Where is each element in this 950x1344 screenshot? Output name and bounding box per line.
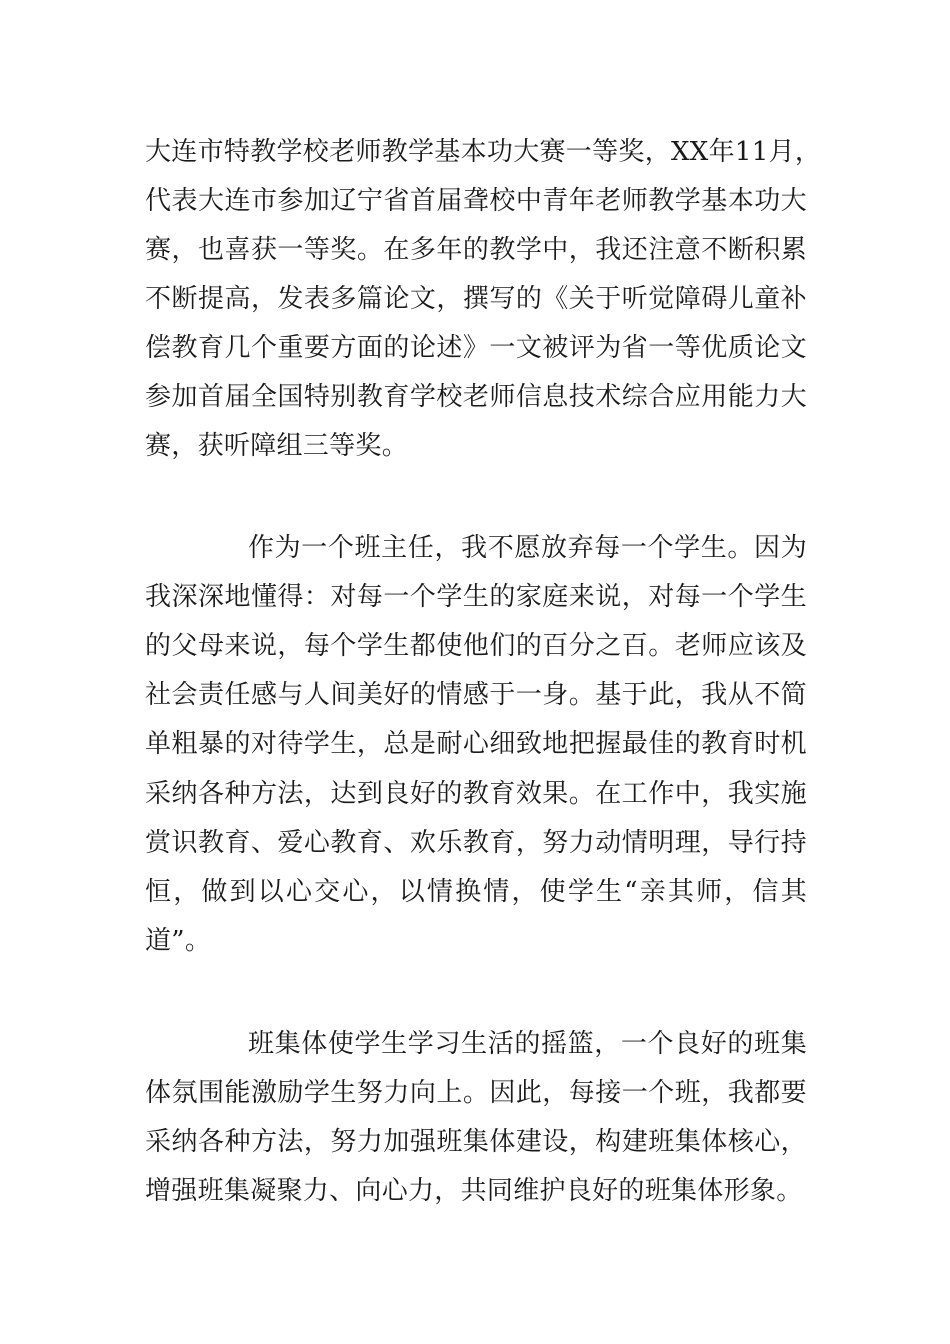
text-line: 赛，获听障组三等奖。 [145,431,409,461]
text-line: 班集体使学生学习生活的摇篮，一个良好的班集 [248,1029,807,1059]
text-line: 社会责任感与人间美好的情感于一身。基于此，我从不简 [145,680,807,710]
text-line: 我深深地懂得：对每一个学生的家庭来说，对每一个学生 [145,582,807,612]
text-line: 增强班集凝聚力、向心力，共同维护良好的班集体形象。 [145,1176,803,1206]
text-line: 作为一个班主任，我不愿放弃每一个学生。因为 [248,533,807,563]
text-line: 体氛围能激励学生努力向上。因此，每接一个班，我都要 [145,1078,807,1108]
text-line: 赛，也喜获一等奖。在多年的教学中，我还注意不断积累 [145,235,807,265]
text-line: 大连市特教学校老师教学基本功大赛一等奖，XX年11月， [145,137,822,167]
text-line: 恒，做到以心交心，以情换情，使学生“亲其师，信其 [145,877,807,907]
text-line: 赏识教育、爱心教育、欢乐教育，努力动情明理，导行持 [145,828,807,858]
text-line: 偿教育几个重要方面的论述》一文被评为省一等优质论文 [145,333,807,363]
text-line: 单粗暴的对待学生，总是耐心细致地把握最佳的教育时机 [145,729,807,759]
text-line: 采纳各种方法，达到良好的教育效果。在工作中，我实施 [145,779,807,809]
text-line: 参加首届全国特别教育学校老师信息技术综合应用能力大 [145,382,807,412]
text-line: 代表大连市参加辽宁省首届聋校中青年老师教学基本功大 [145,186,807,216]
text-line: 采纳各种方法，努力加强班集体建设，构建班集体核心， [145,1127,807,1157]
text-line: 不断提高，发表多篇论文，撰写的《关于听觉障碍儿童补 [145,284,807,314]
text-line: 道”。 [145,926,212,956]
text-line: 的父母来说，每个学生都使他们的百分之百。老师应该及 [145,631,807,661]
